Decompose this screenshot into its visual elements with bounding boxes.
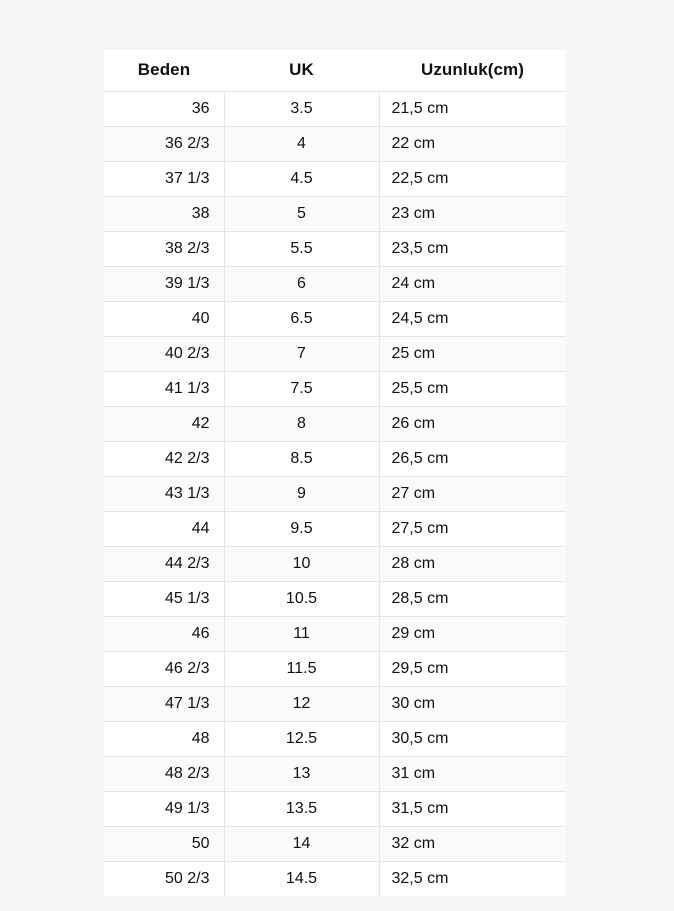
cell-length: 28 cm [379, 547, 566, 582]
cell-length: 32 cm [379, 827, 566, 862]
cell-beden: 43 1/3 [104, 477, 224, 512]
cell-beden: 42 [104, 407, 224, 442]
cell-beden: 44 2/3 [104, 547, 224, 582]
cell-beden: 50 [104, 827, 224, 862]
cell-beden: 40 2/3 [104, 337, 224, 372]
cell-length: 24,5 cm [379, 302, 566, 337]
table-row [104, 547, 566, 582]
cell-uk: 4.5 [224, 162, 379, 197]
column-header-beden: Beden [104, 50, 224, 92]
table-row [104, 582, 566, 617]
table-row [104, 862, 566, 897]
cell-uk: 7 [224, 337, 379, 372]
cell-beden: 50 2/3 [104, 862, 224, 897]
cell-beden: 36 [104, 92, 224, 127]
cell-length: 22,5 cm [379, 162, 566, 197]
table-row [104, 92, 566, 127]
cell-uk: 3.5 [224, 92, 379, 127]
cell-length: 32,5 cm [379, 862, 566, 897]
cell-uk: 11 [224, 617, 379, 652]
table-row [104, 722, 566, 757]
cell-length: 26 cm [379, 407, 566, 442]
cell-beden: 39 1/3 [104, 267, 224, 302]
cell-length: 28,5 cm [379, 582, 566, 617]
cell-length: 25,5 cm [379, 372, 566, 407]
cell-beden: 46 [104, 617, 224, 652]
cell-beden: 41 1/3 [104, 372, 224, 407]
cell-length: 27 cm [379, 477, 566, 512]
table-body [104, 92, 566, 897]
cell-uk: 5 [224, 197, 379, 232]
cell-beden: 36 2/3 [104, 127, 224, 162]
table-row [104, 162, 566, 197]
cell-length: 27,5 cm [379, 512, 566, 547]
cell-uk: 4 [224, 127, 379, 162]
cell-uk: 8.5 [224, 442, 379, 477]
cell-beden: 49 1/3 [104, 792, 224, 827]
cell-uk: 11.5 [224, 652, 379, 687]
table-row [104, 127, 566, 162]
table-row [104, 477, 566, 512]
cell-beden: 42 2/3 [104, 442, 224, 477]
cell-length: 23 cm [379, 197, 566, 232]
table-row [104, 687, 566, 722]
cell-beden: 48 2/3 [104, 757, 224, 792]
cell-beden: 37 1/3 [104, 162, 224, 197]
cell-length: 31 cm [379, 757, 566, 792]
table-row [104, 617, 566, 652]
cell-uk: 12.5 [224, 722, 379, 757]
table-row [104, 197, 566, 232]
cell-uk: 9.5 [224, 512, 379, 547]
cell-beden: 46 2/3 [104, 652, 224, 687]
cell-uk: 8 [224, 407, 379, 442]
cell-beden: 48 [104, 722, 224, 757]
cell-beden: 38 [104, 197, 224, 232]
cell-beden: 47 1/3 [104, 687, 224, 722]
cell-length: 21,5 cm [379, 92, 566, 127]
cell-uk: 13 [224, 757, 379, 792]
cell-uk: 13.5 [224, 792, 379, 827]
table-row [104, 442, 566, 477]
table-row [104, 757, 566, 792]
cell-length: 23,5 cm [379, 232, 566, 267]
cell-length: 25 cm [379, 337, 566, 372]
cell-uk: 14 [224, 827, 379, 862]
size-table-container [104, 50, 566, 896]
table-row [104, 267, 566, 302]
cell-length: 22 cm [379, 127, 566, 162]
cell-length: 29 cm [379, 617, 566, 652]
cell-length: 31,5 cm [379, 792, 566, 827]
table-row [104, 337, 566, 372]
table-row [104, 407, 566, 442]
cell-beden: 38 2/3 [104, 232, 224, 267]
cell-beden: 45 1/3 [104, 582, 224, 617]
table-header-row [104, 50, 566, 92]
cell-beden: 40 [104, 302, 224, 337]
column-header-length: Uzunluk(cm) [379, 50, 566, 92]
table-row [104, 372, 566, 407]
column-header-uk: UK [224, 50, 379, 92]
cell-uk: 14.5 [224, 862, 379, 897]
size-table [104, 50, 566, 896]
table-row [104, 512, 566, 547]
cell-uk: 5.5 [224, 232, 379, 267]
cell-uk: 12 [224, 687, 379, 722]
table-row [104, 827, 566, 862]
cell-uk: 6 [224, 267, 379, 302]
cell-uk: 10 [224, 547, 379, 582]
cell-length: 24 cm [379, 267, 566, 302]
cell-uk: 6.5 [224, 302, 379, 337]
cell-length: 26,5 cm [379, 442, 566, 477]
table-row [104, 232, 566, 267]
cell-beden: 44 [104, 512, 224, 547]
cell-uk: 9 [224, 477, 379, 512]
cell-length: 30,5 cm [379, 722, 566, 757]
table-row [104, 652, 566, 687]
cell-length: 30 cm [379, 687, 566, 722]
table-row [104, 302, 566, 337]
cell-uk: 10.5 [224, 582, 379, 617]
cell-length: 29,5 cm [379, 652, 566, 687]
table-row [104, 792, 566, 827]
cell-uk: 7.5 [224, 372, 379, 407]
table-header [104, 50, 566, 92]
